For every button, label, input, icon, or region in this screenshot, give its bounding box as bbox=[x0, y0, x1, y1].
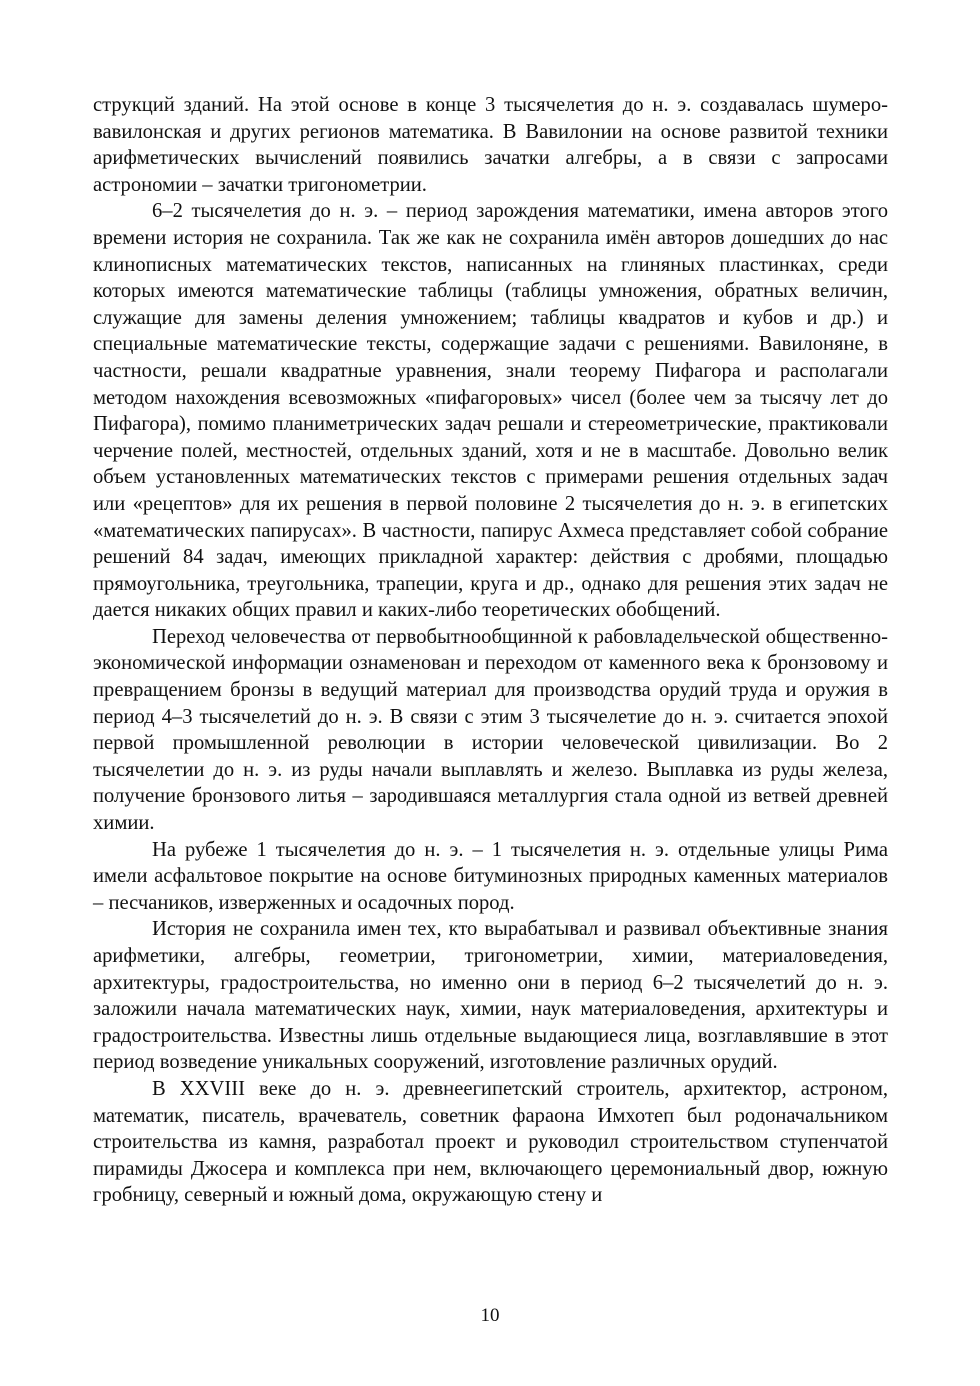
paragraph-1: струкций зданий. На этой основе в конце 3 тысячелетия до н. э. создавалась шумеро-вавилонская и других регионов математика. В Вавилонии на основе развитой техники арифметических вычислений появились зачатки алгебры, а в связи с запросами астрономии – зачатки тригонометрии. bbox=[93, 94, 888, 196]
paragraph-6: В XXVIII веке до н. э. древнеегипетский строитель, архитектор, астроном, математик, писатель, врачеватель, советник фараона Имхотеп был родоначальником строительства из камня, разработал проект и руководил строительством ступенчатой пирамиды Джосера и комплекса при нем, включающего церемониальный двор, южную гробницу, северный и южный дома, окружающую стену и bbox=[93, 1077, 888, 1207]
page-number: 10 bbox=[480, 1305, 500, 1326]
paragraph-2: 6–2 тысячелетия до н. э. – период зарождения математики, имена авторов этого времени история не сохранила. Так же как не сохранила имён авторов дошедших до нас клинописных математических текстов, написанных на глиняных пластинках, среди которых имеются математические таблицы (таблицы умножения, обратных величин, служащие для замены деления умножением; таблицы квадратов и кубов и др.) и специальные математические тексты, содержащие задачи с решениями. Вавилоняне, в частности, решали квадратные уравнения, знали теорему Пифагора и располагали методом нахождения всевозможных «пифагоровых» чисел (более чем за тысячу лет до Пифагора), помимо планиметрических задач решали и стереометрические, практиковали черчение полей, местностей, отдельных зданий, хотя и не в масштабе. Довольно велик объем установленных математических текстов с примерами решения отдельных задач или «рецептов» для их решения в первой половине 2 тысячелетия до н. э. в египетских «математических папирусах». В частности, папирус Ахмеса представляет собой собрание решений 84 задач, имеющих прикладной характер: действия с дробями, площадью прямоугольника, треугольника, трапеции, круга и др., однако для решения этих задач не дается никаких общих правил и каких-либо теоретических обобщений. bbox=[93, 200, 888, 622]
paragraph-3: Переход человечества от первобытнообщинной к рабовладельческой общественно-экономической информации ознаменован и переходом от каменного века к бронзовому и превращением бронзы в ведущий материал для производства орудий труда и оружия в период 4–3 тысячелетий до н. э. В связи с этим 3 тысячелетие до н. э. считается эпохой первой промышленной революции в истории человеческой цивилизации. Во 2 тысячелетии до н. э. из руды начали выплавлять и железо. Выплавка из руды железа, получение бронзового литья – зародившаяся металлургия стала одной из ветвей древней химии. bbox=[93, 625, 888, 835]
paragraph-5: История не сохранила имен тех, кто вырабатывал и развивал объективные знания арифметики, алгебры, геометрии, тригонометрии, химии, материаловедения, архитектуры, градостроительства, но именно они в период 6–2 тысячелетий до н. э. заложили начала математических наук, химии, наук материаловедения, архитектуры и градостроительства. Известны лишь отдельные выдающиеся лица, возглавлявшие в этот период возведение уникальных сооружений, изготовление различных орудий. bbox=[93, 918, 888, 1074]
paragraph-4: На рубеже 1 тысячелетия до н. э. – 1 тысячелетия н. э. отдельные улицы Рима имели асфальтовое покрытие на основе битуминозных природных каменных материалов – песчаников, изверженных и осадочных пород. bbox=[93, 838, 888, 914]
page-body bbox=[93, 92, 888, 1209]
